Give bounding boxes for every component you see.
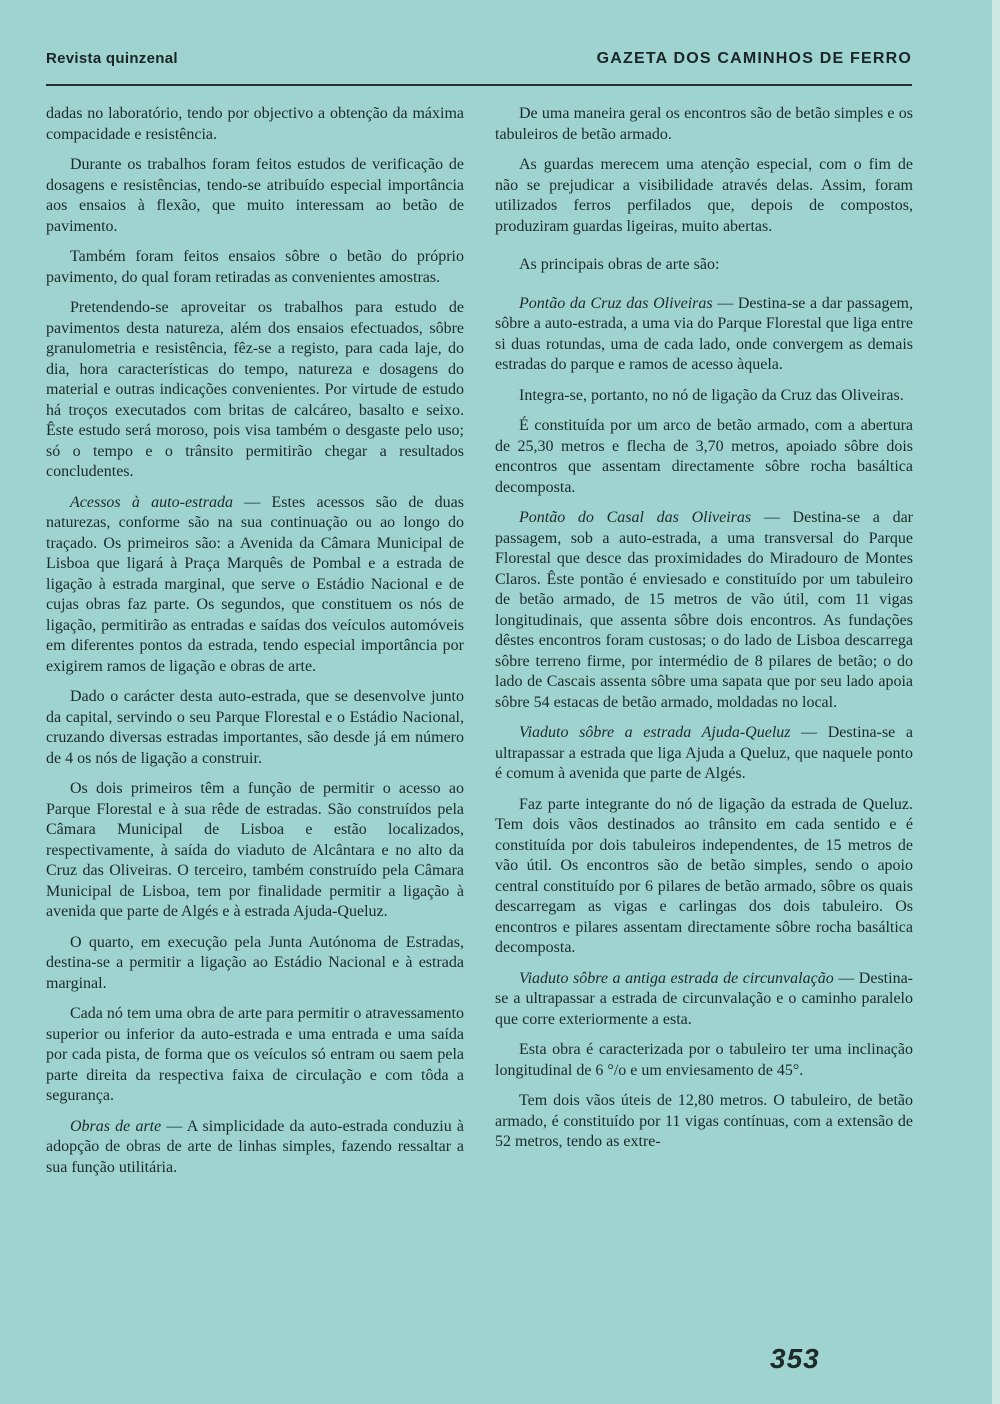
section-title: Acessos à auto-estrada — [70, 493, 233, 511]
paragraph — [495, 969, 913, 1031]
paragraph — [46, 493, 464, 678]
paragraph: Os dois primeiros têm a função de permitir o acesso ao Parque Florestal e à sua rêde de estradas. São construídos pela Câmara Municipal de Lisboa e estão localizados, respectivamente, à saída do viaduto de Alcântara e no alto da Cruz das Oliveiras. O terceiro, também construído pela Câmara Municipal de Lisboa, tem por finalidade permitir a ligação à avenida que parte de Algés e à estrada Ajuda-Queluz. — [46, 780, 464, 920]
section-title: Viaduto sôbre a antiga estrada de circunvalação — [519, 969, 834, 987]
paragraph-body: — Estes acessos são de duas naturezas, conforme são na sua continuação ou ao longo do traçado. Os primeiros são: a Avenida da Câmara Municipal de Lisboa que ligará à Praça Marquês de Pombal e a estrada de ligação à estrada marginal, que serve o Estádio Nacional e de cujas obras faz parte. Os segundos, que constituem os nós de ligação, permitirão as entradas e saídas dos veículos automóveis em diferentes pontos da estrada, tendo especial importância por exigirem ramos de ligação e obras de arte. — [46, 493, 465, 675]
paragraph: As principais obras de arte são: — [519, 256, 720, 273]
paragraph-body: — A simplicidade da auto-estrada conduziu à adopção de obras de arte de linhas simples, fazendo ressaltar a sua função utilitária. — [46, 1117, 465, 1176]
paragraph: Durante os trabalhos foram feitos estudos de verificação de dosagens e resistências, tendo-se atribuído especial importância aos ensaios à flexão, que muito interessam ao betão de pavimento. — [46, 156, 464, 235]
paragraph-body: — Destina-se a dar passagem, sôbre a auto-estrada, a uma via do Parque Florestal que liga entre si duas rotundas, uma de cada lado, onde convergem as demais estradas do parque e ramos de acesso àquela. — [495, 294, 914, 373]
left-column — [46, 104, 464, 1188]
paragraph: dadas no laboratório, tendo por objectivo a obtenção da máxima compacidade e resistência. — [46, 105, 464, 143]
paragraph — [495, 723, 913, 785]
section-title: Pontão do Casal das Oliveiras — [519, 509, 752, 526]
right-column — [495, 104, 913, 1163]
section-title: Pontão da Cruz das Oliveiras — [519, 294, 713, 312]
header-rule — [46, 84, 912, 86]
section-title: Obras de arte — [70, 1117, 162, 1135]
paragraph-body: — Destina-se a ultrapassar a estrada de circunvalação e o caminho paralelo que corre exteriormente a esta. — [495, 969, 913, 1028]
paragraph: Esta obra é caracterizada por o tabuleiro ter uma inclinação longitudinal de 6 °/o e um enviesamento de 45°. — [495, 1041, 913, 1079]
paragraph — [46, 1117, 464, 1179]
paragraph: Cada nó tem uma obra de arte para permitir o atravessamento superior ou inferior da auto-estrada e uma entrada e uma saída por cada pista, de forma que os veículos só entram ou saem pela parte direita da respectiva faixa de circulação e com tôda a segurança. — [46, 1005, 464, 1104]
paragraph: Dado o carácter desta auto-estrada, que se desenvolve junto da capital, servindo o seu Parque Florestal e o Estádio Nacional, cruzando diversas estradas importantes, são desde já em número de 4 os nós de ligação a construir. — [46, 688, 464, 767]
paragraph: É constituída por um arco de betão armado, com a abertura de 25,30 metros e flecha de 3,70 metros, apoiado sôbre dois encontros que assentam directamente sôbre rocha basáltica decomposta. — [495, 417, 913, 496]
running-header — [46, 50, 912, 74]
paragraph: Integra-se, portanto, no nó de ligação da Cruz das Oliveiras. — [519, 386, 904, 404]
paragraph — [495, 294, 913, 376]
paragraph: O quarto, em execução pela Junta Autónoma de Estradas, destina-se a permitir a ligação ao Estádio Nacional e à estrada marginal. — [46, 933, 464, 992]
paragraph-body: — Destina-se a dar passagem, sob a auto-estrada, a uma transversal do Parque Florestal que desce das proximidades do Miradouro de Montes Claros. Êste pontão é enviesado e constituído por um tabuleiro de betão armado, de 15 metros de vão útil, com 11 vigas longitudinais, que assenta sôbre dois encontros. As fundações dêstes encontros foram custosas; o do lado de Lisboa descarrega sôbre terreno firme, por intermédio de 8 pilares de betão; o do lado de Cascais assenta sôbre uma sapata que por seu lado apoia sôbre 54 estacas de betão armado, moldadas no local. — [495, 509, 913, 711]
paragraph: Também foram feitos ensaios sôbre o betão do próprio pavimento, do qual foram retiradas as convenientes amostras. — [46, 248, 464, 286]
paragraph-body: — Destina-se a ultrapassar a estrada que liga Ajuda a Queluz, que naquele ponto é comum à avenida que parte de Algés. — [495, 724, 913, 782]
header-left: Revista quinzenal — [46, 50, 178, 67]
paragraph: As guardas merecem uma atenção especial, com o fim de não se prejudicar a visibilidade através delas. Assim, foram utilizados ferros perfilados que, depois de compostos, produziram guardas ligeiras, muito abertas. — [495, 156, 913, 235]
paragraph: Tem dois vãos úteis de 12,80 metros. O tabuleiro, de betão armado, é constituído por 11 vigas contínuas, com a extensão de 52 metros, tendo as extre- — [495, 1092, 913, 1150]
paragraph: Pretendendo-se aproveitar os trabalhos para estudo de pavimentos desta natureza, além dos ensaios efectuados, sôbre granulometria e resistência, fêz-se a registo, para cada laje, do dia, hora características do tempo, natureza e dosagens do material e outras indicações convenientes. Por virtude de estudo há troços executados com britas de calcáreo, basalto e seixo. Êste estudo será moroso, pois visa também o desgaste pelo uso; só o tempo e o trânsito permitirão chegar a resultados concludentes. — [46, 299, 464, 480]
paragraph: Faz parte integrante do nó de ligação da estrada de Queluz. Tem dois vãos destinados ao trânsito em cada sentido e é constituída por dois tabuleiros independentes, de 15 metros de vão útil. Os encontros são de betão simples, sendo o apoio central constituído por 6 pilares de betão armado, sôbre os quais descarregam as vigas e carlingas dos dois tabuleiro. Os encontros e pilares assentam directamente sôbre rocha basáltica decomposta. — [495, 795, 913, 956]
section-title: Viaduto sôbre a estrada Ajuda-Queluz — [519, 724, 791, 741]
page-edge — [992, 0, 1000, 1404]
paragraph — [495, 508, 913, 713]
paragraph: De uma maneira geral os encontros são de betão simples e os tabuleiros de betão armado. — [495, 105, 913, 143]
header-right: GAZETA DOS CAMINHOS DE FERRO — [596, 50, 912, 67]
page-number: 353 — [770, 1343, 820, 1374]
